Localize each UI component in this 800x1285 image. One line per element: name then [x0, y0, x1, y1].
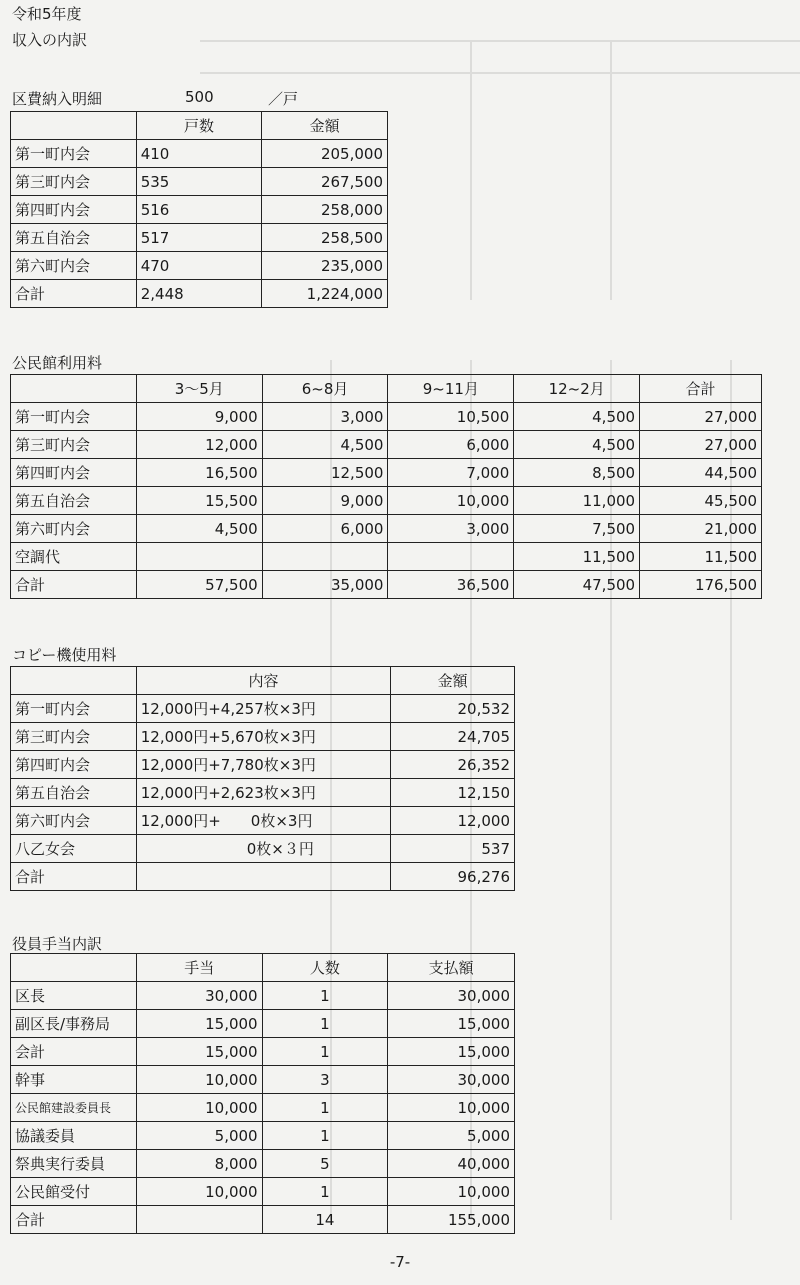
officer-row-paid: 30,000 [388, 982, 515, 1010]
hall-row-name: 第三町内会 [11, 431, 137, 459]
hall-header-sep-nov: 9~11月 [388, 375, 514, 403]
copy-row-detail: 12,000円+2,623枚×3円 [136, 779, 391, 807]
hall-cell: 4,500 [136, 515, 262, 543]
levy-total-amount: 1,224,000 [262, 280, 388, 308]
officer-row-name: 公民館受付 [11, 1178, 137, 1206]
levy-row-amount: 205,000 [262, 140, 388, 168]
officers-total-label: 合計 [11, 1206, 137, 1234]
officer-row-allowance: 15,000 [136, 1038, 262, 1066]
officer-row-name: 会計 [11, 1038, 137, 1066]
page-title: 収入の内訳 [12, 31, 88, 49]
officer-row-allowance: 10,000 [136, 1094, 262, 1122]
officer-row-count: 3 [262, 1066, 388, 1094]
hall-header-dec-feb: 12~2月 [514, 375, 640, 403]
copy-total-label: 合計 [11, 863, 137, 891]
levy-rate-unit: ／戸 [268, 90, 299, 108]
page-number: -7- [389, 1253, 411, 1271]
hall-cell [262, 543, 388, 571]
hall-cell: 3,000 [388, 515, 514, 543]
copy-row-amount: 26,352 [391, 751, 515, 779]
officer-row-name: 祭典実行委員 [11, 1150, 137, 1178]
levy-row-households: 517 [136, 224, 262, 252]
levy-row-households: 410 [136, 140, 262, 168]
officer-row-count: 1 [262, 1178, 388, 1206]
hall-cell: 9,000 [262, 487, 388, 515]
officer-row-count: 1 [262, 1094, 388, 1122]
copy-row-amount: 537 [391, 835, 515, 863]
levy-row-name: 第四町内会 [11, 196, 137, 224]
hall-cell: 3,000 [262, 403, 388, 431]
officers-header-count: 人数 [262, 954, 388, 982]
levy-header-amount: 金額 [262, 112, 388, 140]
officer-row-count: 1 [262, 1122, 388, 1150]
levy-row-households: 535 [136, 168, 262, 196]
hall-cell: 12,500 [262, 459, 388, 487]
hall-row-name: 第一町内会 [11, 403, 137, 431]
levy-row-households: 470 [136, 252, 262, 280]
levy-total-label: 合計 [11, 280, 137, 308]
officers-header-allowance: 手当 [136, 954, 262, 982]
officer-row-count: 1 [262, 1010, 388, 1038]
hall-row-name: 空調代 [11, 543, 137, 571]
copy-header-detail: 内容 [136, 667, 391, 695]
hall-header-mar-may: 3～5月 [136, 375, 262, 403]
levy-header-blank [11, 112, 137, 140]
copy-row-name: 第六町内会 [11, 807, 137, 835]
officer-row-allowance: 10,000 [136, 1178, 262, 1206]
hall-cell: 12,000 [136, 431, 262, 459]
officer-row-paid: 10,000 [388, 1094, 515, 1122]
officers-section-title: 役員手当内訳 [12, 935, 103, 953]
officers-total-count: 14 [262, 1206, 388, 1234]
copy-row-detail: 0枚×３円 [136, 835, 391, 863]
copy-section-title: コピー機使用料 [12, 646, 117, 664]
hall-row-name: 第六町内会 [11, 515, 137, 543]
levy-row-name: 第五自治会 [11, 224, 137, 252]
hall-cell: 7,000 [388, 459, 514, 487]
levy-row-amount: 258,000 [262, 196, 388, 224]
officer-allowance-table [10, 953, 515, 1234]
hall-cell: 4,500 [262, 431, 388, 459]
officer-row-name: 副区長/事務局 [11, 1010, 137, 1038]
copy-row-name: 八乙女会 [11, 835, 137, 863]
hall-cell: 8,500 [514, 459, 640, 487]
levy-row-amount: 258,500 [262, 224, 388, 252]
copy-row-detail: 12,000円+7,780枚×3円 [136, 751, 391, 779]
levy-header-households: 戸数 [136, 112, 262, 140]
officer-row-paid: 10,000 [388, 1178, 515, 1206]
officer-row-allowance: 10,000 [136, 1066, 262, 1094]
copy-row-name: 第一町内会 [11, 695, 137, 723]
hall-cell [388, 543, 514, 571]
officer-row-paid: 30,000 [388, 1066, 515, 1094]
hall-total-cell: 35,000 [262, 571, 388, 599]
officer-row-paid: 15,000 [388, 1010, 515, 1038]
copy-row-amount: 12,000 [391, 807, 515, 835]
hall-cell: 6,000 [262, 515, 388, 543]
hall-cell-total: 27,000 [640, 403, 762, 431]
hall-header-total: 合計 [640, 375, 762, 403]
copy-header-blank [11, 667, 137, 695]
officers-total-allowance [136, 1206, 262, 1234]
levy-row-name: 第六町内会 [11, 252, 137, 280]
officer-row-allowance: 5,000 [136, 1122, 262, 1150]
officer-row-allowance: 15,000 [136, 1010, 262, 1038]
hall-total-cell: 47,500 [514, 571, 640, 599]
copy-row-detail: 12,000円+5,670枚×3円 [136, 723, 391, 751]
levy-table [10, 111, 388, 308]
copy-total-detail [136, 863, 391, 891]
officer-row-name: 公民館建設委員長 [11, 1094, 137, 1122]
officer-row-count: 5 [262, 1150, 388, 1178]
levy-total-households: 2,448 [136, 280, 262, 308]
hall-cell: 15,500 [136, 487, 262, 515]
copy-row-name: 第五自治会 [11, 779, 137, 807]
levy-row-amount: 235,000 [262, 252, 388, 280]
levy-row-households: 516 [136, 196, 262, 224]
officer-row-paid: 5,000 [388, 1122, 515, 1150]
copy-row-detail: 12,000円+4,257枚×3円 [136, 695, 391, 723]
copy-fee-table [10, 666, 515, 891]
levy-rate: 500 [185, 88, 214, 106]
hall-cell: 11,000 [514, 487, 640, 515]
officer-row-name: 幹事 [11, 1066, 137, 1094]
officers-header-paid: 支払額 [388, 954, 515, 982]
hall-fee-table [10, 374, 762, 599]
hall-cell-total: 44,500 [640, 459, 762, 487]
levy-section-title: 区費納入明細 [12, 90, 103, 108]
hall-cell-total: 27,000 [640, 431, 762, 459]
officer-row-allowance: 8,000 [136, 1150, 262, 1178]
copy-row-detail: 12,000円+ 0枚×3円 [136, 807, 391, 835]
hall-header-jun-aug: 6~8月 [262, 375, 388, 403]
hall-cell: 10,000 [388, 487, 514, 515]
officer-row-allowance: 30,000 [136, 982, 262, 1010]
hall-cell: 7,500 [514, 515, 640, 543]
hall-cell: 6,000 [388, 431, 514, 459]
hall-section-title: 公民館利用料 [12, 354, 103, 372]
officers-header-blank [11, 954, 137, 982]
levy-row-amount: 267,500 [262, 168, 388, 196]
fiscal-year: 令和5年度 [12, 5, 82, 23]
copy-row-amount: 12,150 [391, 779, 515, 807]
hall-row-name: 第四町内会 [11, 459, 137, 487]
hall-total-cell: 36,500 [388, 571, 514, 599]
officer-row-paid: 15,000 [388, 1038, 515, 1066]
officer-row-count: 1 [262, 1038, 388, 1066]
copy-row-name: 第四町内会 [11, 751, 137, 779]
hall-cell: 4,500 [514, 403, 640, 431]
hall-total-cell: 57,500 [136, 571, 262, 599]
hall-cell: 11,500 [514, 543, 640, 571]
hall-cell-total: 21,000 [640, 515, 762, 543]
officer-row-name: 協議委員 [11, 1122, 137, 1150]
copy-row-amount: 24,705 [391, 723, 515, 751]
officer-row-name: 区長 [11, 982, 137, 1010]
officer-row-paid: 40,000 [388, 1150, 515, 1178]
hall-cell: 16,500 [136, 459, 262, 487]
hall-cell: 9,000 [136, 403, 262, 431]
hall-grand-total: 176,500 [640, 571, 762, 599]
copy-row-name: 第三町内会 [11, 723, 137, 751]
copy-row-amount: 20,532 [391, 695, 515, 723]
officer-row-count: 1 [262, 982, 388, 1010]
hall-cell: 10,500 [388, 403, 514, 431]
hall-cell: 4,500 [514, 431, 640, 459]
levy-row-name: 第三町内会 [11, 168, 137, 196]
hall-cell-total: 45,500 [640, 487, 762, 515]
officers-total-paid: 155,000 [388, 1206, 515, 1234]
copy-header-amount: 金額 [391, 667, 515, 695]
hall-cell [136, 543, 262, 571]
hall-row-name: 第五自治会 [11, 487, 137, 515]
hall-total-label: 合計 [11, 571, 137, 599]
hall-cell-total: 11,500 [640, 543, 762, 571]
levy-row-name: 第一町内会 [11, 140, 137, 168]
copy-total-amount: 96,276 [391, 863, 515, 891]
hall-header-blank [11, 375, 137, 403]
